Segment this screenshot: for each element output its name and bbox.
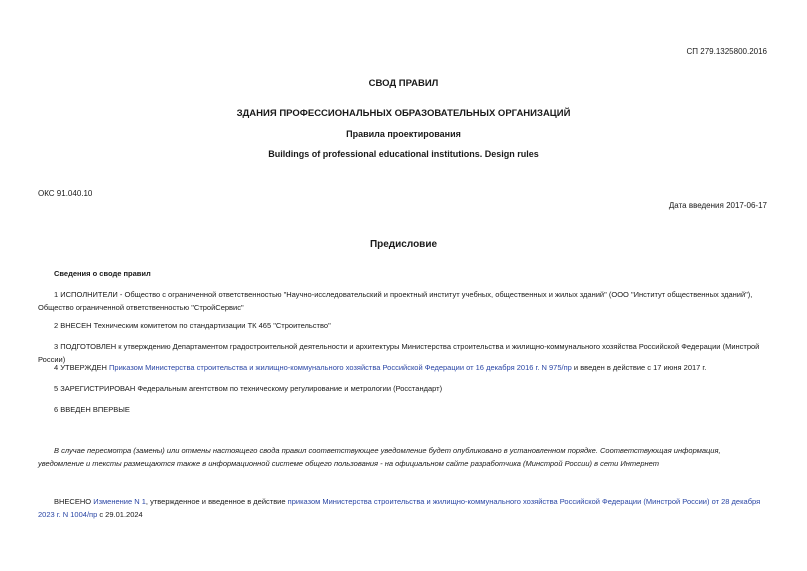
amendment-suffix: с 29.01.2024 xyxy=(97,509,143,519)
paragraph-first-introduced: 6 ВВЕДЕН ВПЕРВЫЕ xyxy=(54,405,130,414)
revision-notice: В случае пересмотра (замены) или отмены настоящего свода правил соответствующее уведомление будет опубликовано в установленном порядке. Соответствующая информация, уведомление и тексты размещаются также в информационной системе общего пользования - на официальном сайте разработчика (Минстрой России) в сети Интернет xyxy=(38,446,721,468)
amendment-note xyxy=(38,496,768,521)
amendment-prefix: ВНЕСЕНО xyxy=(54,497,94,506)
info-section-title: Сведения о своде правил xyxy=(54,269,151,278)
amendment-middle: , утвержденное и введенное в действие xyxy=(145,497,288,506)
oks-code: ОКС 91.040.10 xyxy=(38,189,93,198)
document-code: СП 279.1325800.2016 xyxy=(686,47,767,56)
paragraph-registered: 5 ЗАРЕГИСТРИРОВАН Федеральным агентством по техническому регулирование и метрологии (Росстандарт) xyxy=(54,384,443,393)
preface-heading: Предисловие xyxy=(369,239,438,250)
document-subtitle: Правила проектирования xyxy=(346,129,461,139)
approved-suffix: и введен в действие с 17 июня 2017 г. xyxy=(571,363,707,372)
paragraph-prepared: 3 ПОДГОТОВЛЕН к утверждению Департаментом градостроительной деятельности и архитектуры Министерства строительства и жилищно-коммунального хозяйства Российской Федерации (Минстрой России) xyxy=(38,342,760,364)
introduction-date: Дата введения 2017-06-17 xyxy=(668,201,767,210)
approved-prefix: 4 УТВЕРЖДЕН xyxy=(54,363,110,372)
paragraph-executors: 1 ИСПОЛНИТЕЛИ - Общество с ограниченной ответственностью "Научно-исследовательский и проектный институт учебных, общественных и жилых зданий" (ООО "Институт общественных зданий"), Общество ограниченной ответственностью "СтройСервис" xyxy=(38,290,753,312)
amendment-link[interactable]: Изменение N 1 xyxy=(93,497,146,506)
paragraph-approved xyxy=(38,362,768,375)
document-title-english: Buildings of professional educational institutions. Design rules xyxy=(268,149,539,159)
document-title: ЗДАНИЯ ПРОФЕССИОНАЛЬНЫХ ОБРАЗОВАТЕЛЬНЫХ ОРГАНИЗАЦИЙ xyxy=(236,108,571,119)
document-heading: СВОД ПРАВИЛ xyxy=(368,78,439,89)
paragraph-submitted: 2 ВНЕСЕН Техническим комитетом по стандартизации ТК 465 "Строительство" xyxy=(54,321,331,330)
amendment-order-link[interactable]: приказом Министерства строительства и жилищно-коммунального хозяйства Российской Федерации (Минстрой России) от 28 декабря 2023 г. N 1004/пр xyxy=(38,497,761,519)
approval-order-link[interactable]: Приказом Министерства строительства и жилищно-коммунального хозяйства Российской Федерации от 16 декабря 2016 г. N 975/пр xyxy=(109,363,572,372)
